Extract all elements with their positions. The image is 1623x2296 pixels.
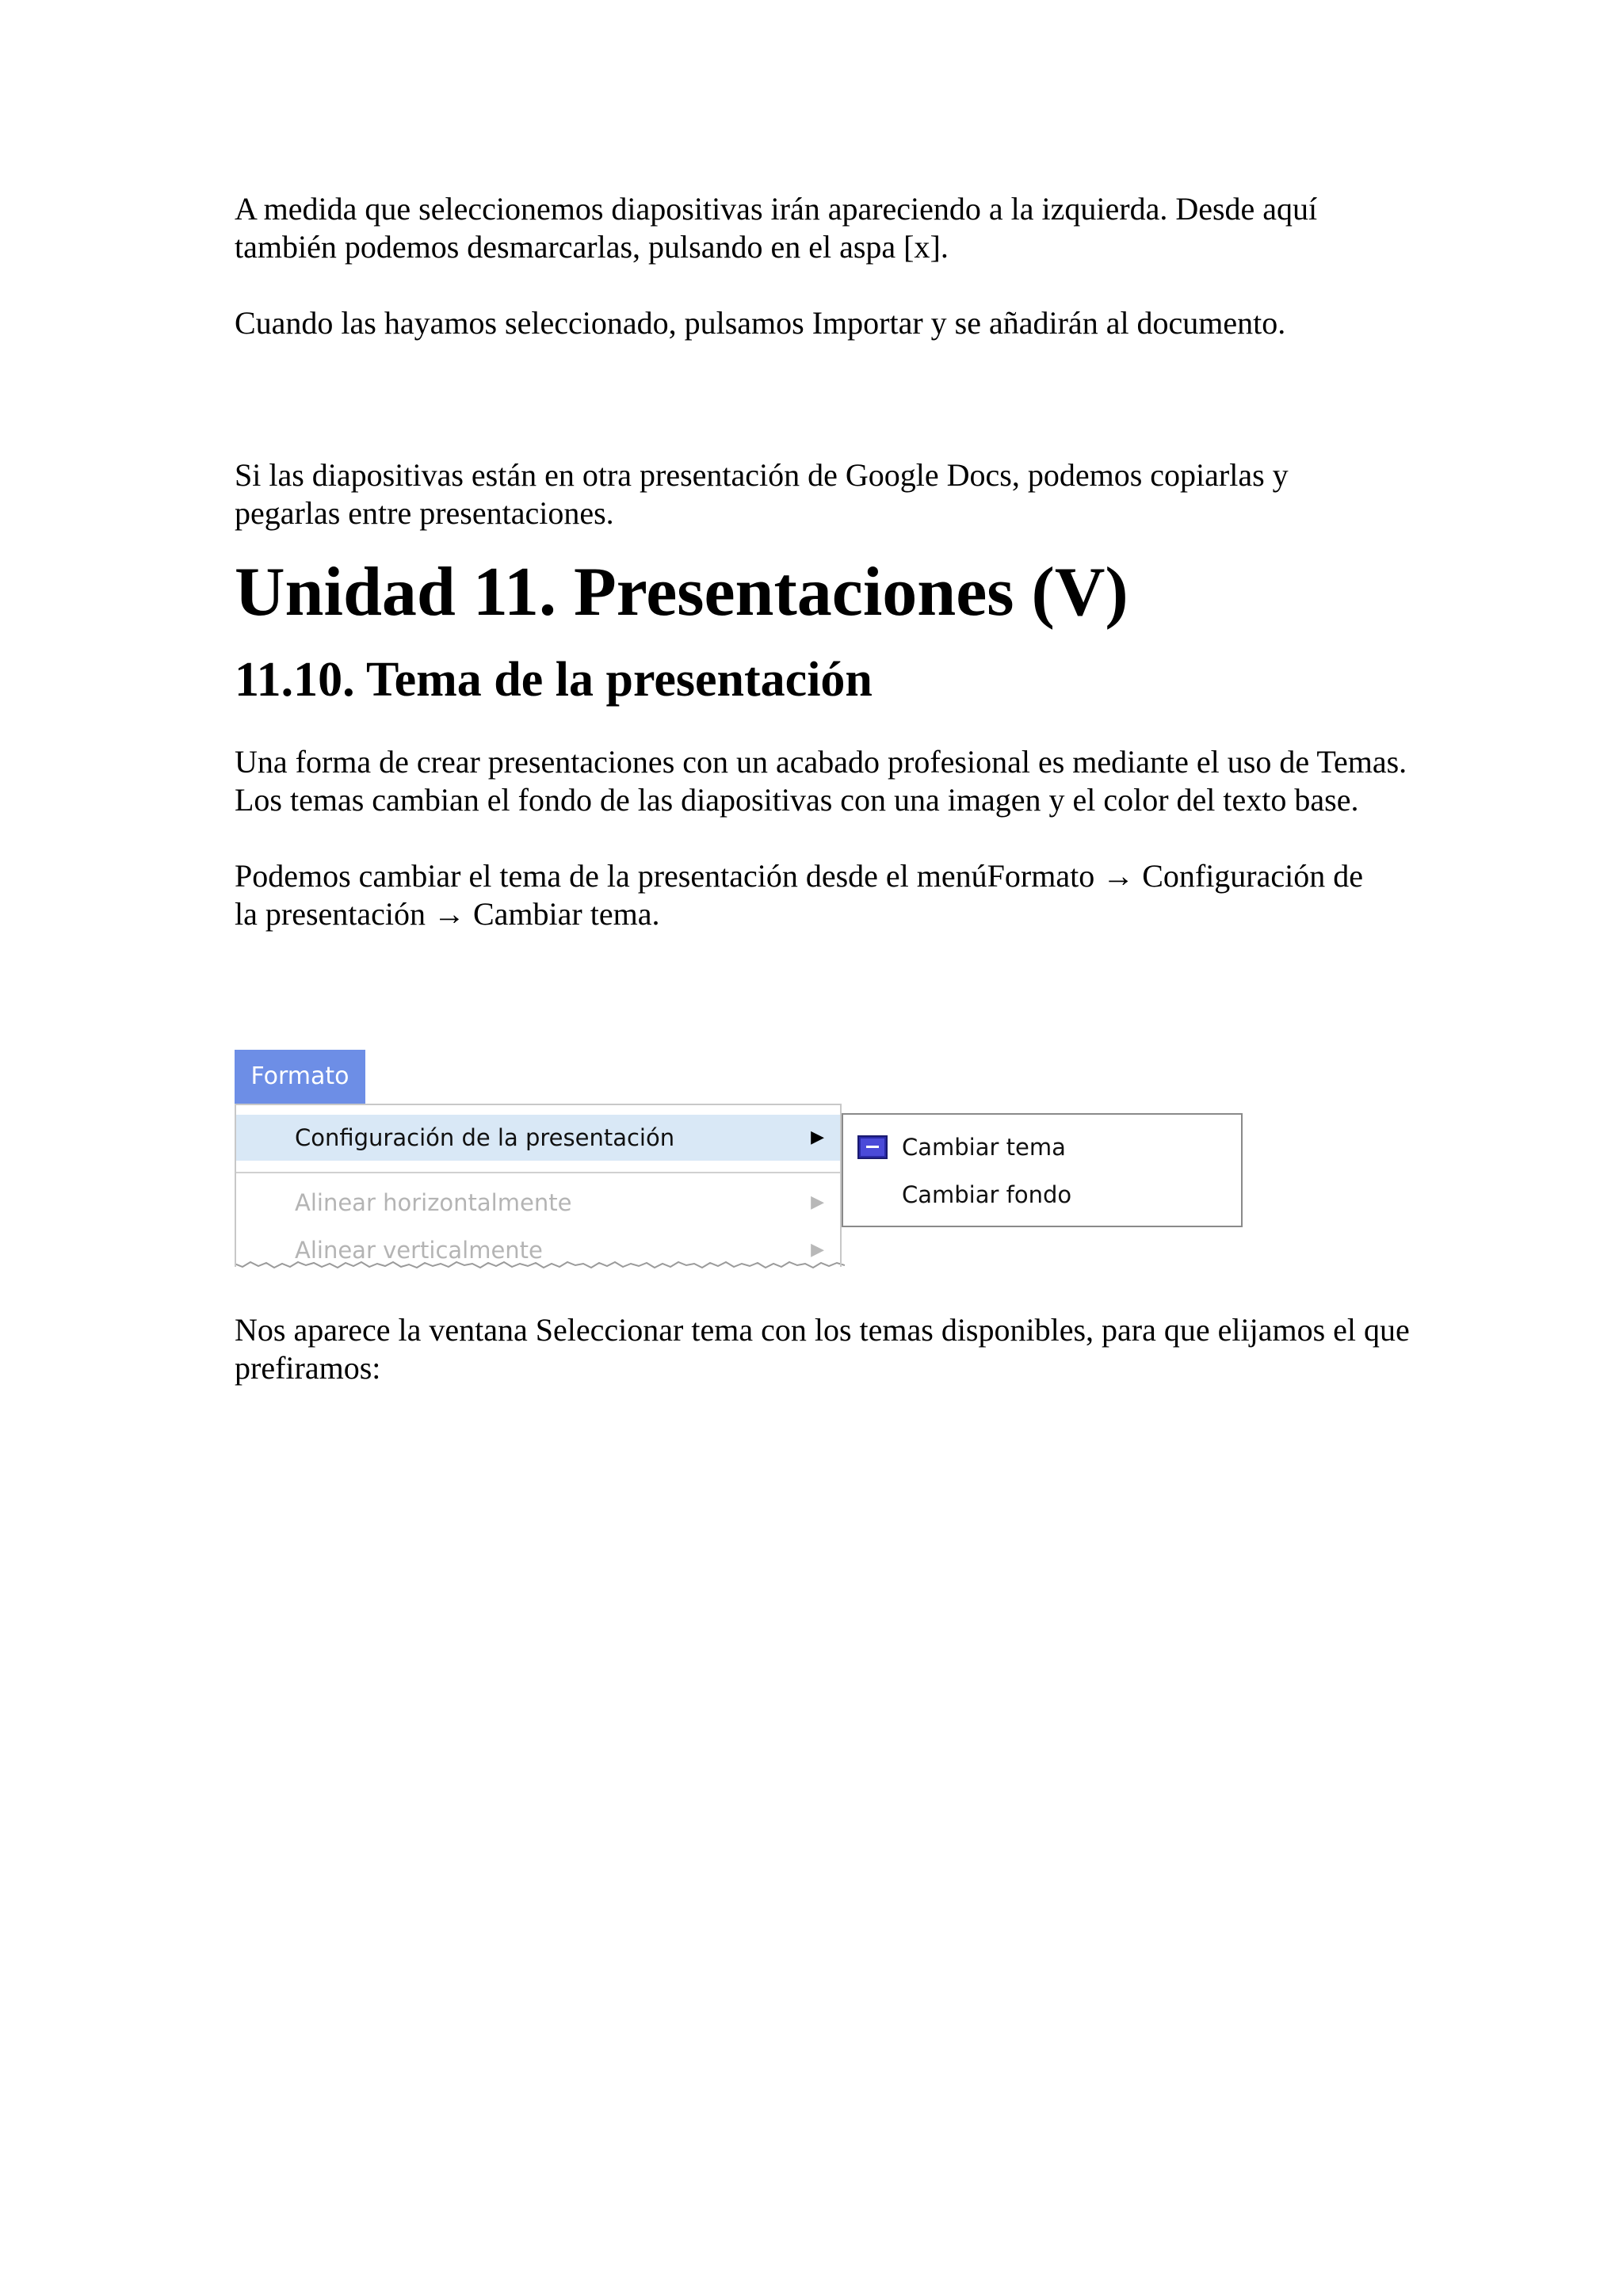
submenu-item-label: Cambiar fondo (902, 1181, 1072, 1208)
format-menu-dropdown (235, 1104, 842, 1272)
unit-title: Unidad 11. Presentaciones (V) (235, 554, 1128, 631)
submenu-arrow-icon: ▶ (811, 1127, 824, 1147)
submenu-arrow-icon: ▶ (811, 1192, 824, 1212)
paragraph-change-theme: Podemos cambiar el tema de la presentación desde el menúFormato → Configuración de la presentación → Cambiar tema. (235, 858, 1364, 932)
menu-item-configuracion[interactable] (236, 1115, 840, 1161)
paragraph-select-theme-window: Nos aparece la ventana Seleccionar tema con los temas disponibles, para que elijamos el que prefiramos: (235, 1312, 1410, 1386)
theme-icon (857, 1135, 888, 1159)
paragraph-import: Cuando las hayamos seleccionado, pulsamos Importar y se añadirán al documento. (235, 305, 1286, 341)
menu-separator (236, 1172, 840, 1173)
torn-edge (235, 1257, 845, 1276)
submenu-item-label: Cambiar tema (902, 1134, 1066, 1161)
submenu-item-cambiar-fondo[interactable] (843, 1172, 1241, 1218)
menu-item-label: Alinear verticalmente (295, 1237, 543, 1264)
configuracion-submenu (842, 1113, 1243, 1227)
menu-item-label: Configuración de la presentación (295, 1124, 675, 1151)
menu-tab-formato[interactable]: Formato (235, 1050, 365, 1104)
document-page (235, 190, 1423, 933)
menu-item-alinear-horizontalmente (236, 1180, 840, 1226)
submenu-arrow-icon: ▶ (811, 1240, 824, 1260)
format-menu-screenshot (235, 1050, 1249, 1280)
submenu-item-cambiar-tema[interactable] (843, 1124, 1241, 1170)
menu-item-label: Alinear horizontalmente (295, 1189, 572, 1216)
document-page-continued (235, 1311, 1423, 1387)
paragraph-copy-paste: Si las diapositivas están en otra presentación de Google Docs, podemos copiarlas y pegarlas entre presentaciones. (235, 457, 1289, 531)
section-title: 11.10. Tema de la presentación (235, 653, 873, 707)
paragraph-slides-selection: A medida que seleccionemos diapositivas irán apareciendo a la izquierda. Desde aquí también podemos desmarcarlas, pulsando en el aspa [x]. (235, 191, 1318, 265)
paragraph-themes-intro: Una forma de crear presentaciones con un acabado profesional es mediante el uso de Temas. Los temas cambian el fondo de las diapositivas con una imagen y el color del texto base. (235, 744, 1407, 818)
